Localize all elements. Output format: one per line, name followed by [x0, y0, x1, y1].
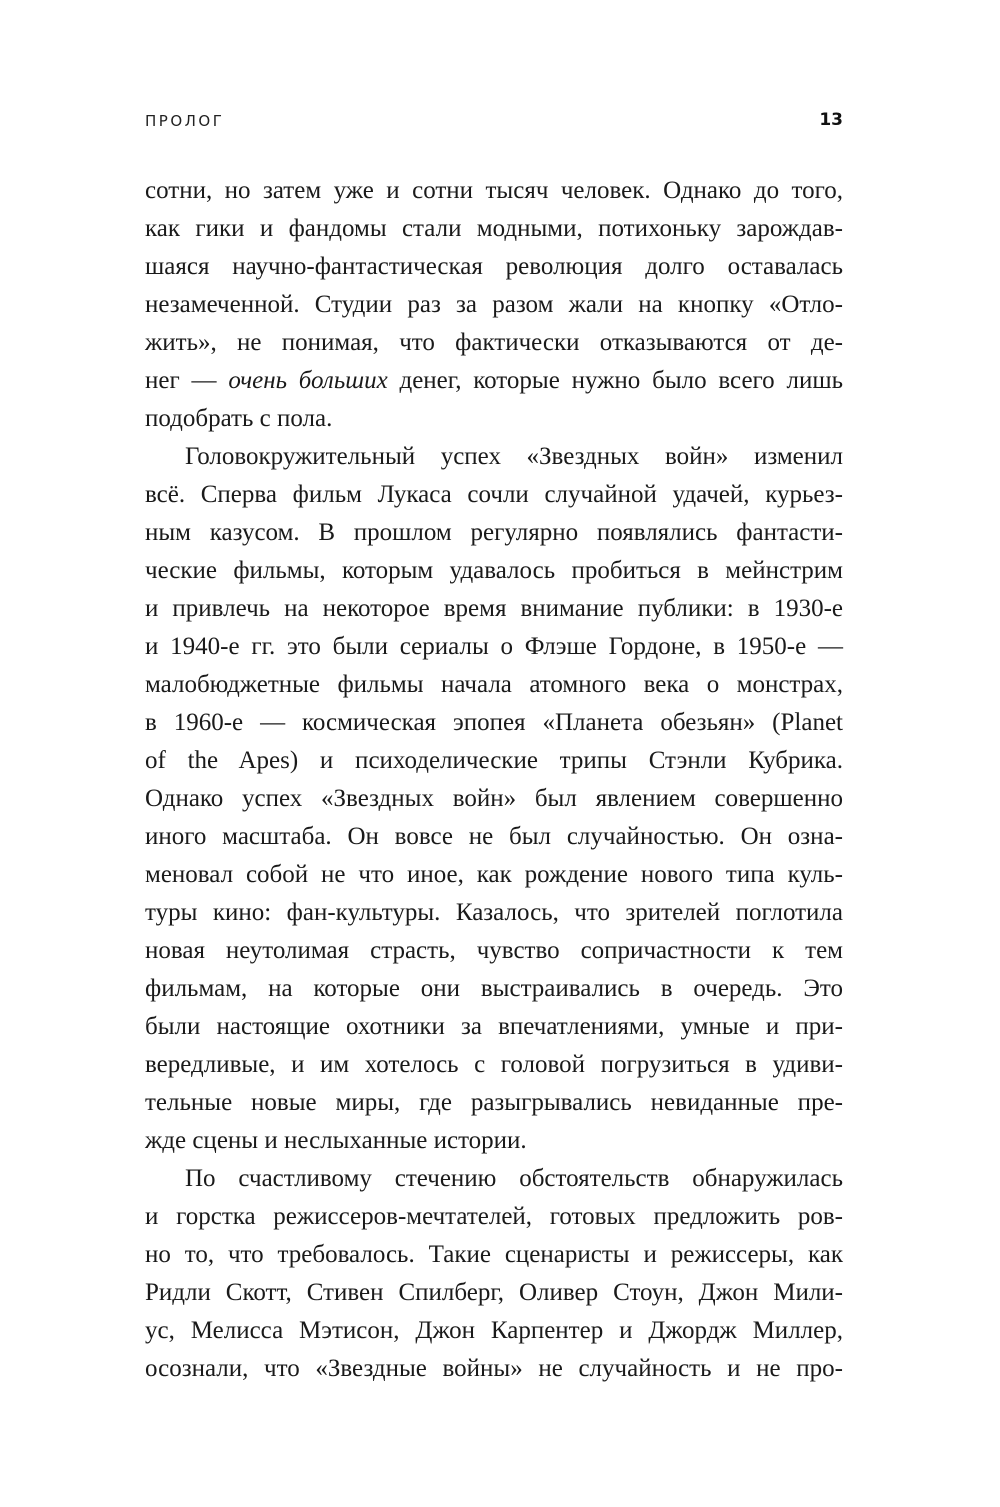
text-line: жде сцены и неслыханные истории. — [145, 1127, 527, 1154]
page-number: 13 — [819, 110, 843, 130]
text-line: сотни, но затем уже и сотни тысяч человек. Однако до того, — [145, 177, 843, 204]
text-line: ус, Мелисса Мэтисон, Джон Карпентер и Джордж Миллер, — [145, 1317, 843, 1344]
text-line: жить», не понимая, что фактически отказываются от де- — [145, 329, 843, 356]
text-line: подобрать с пола. — [145, 405, 333, 432]
text-line: Ридли Скотт, Стивен Спилберг, Оливер Стоун, Джон Мили- — [145, 1279, 843, 1306]
text-line: всё. Сперва фильм Лукаса сочли случайной удачей, курьез- — [145, 481, 843, 508]
text-line: нег — очень больших денег, которые нужно было всего лишь — [145, 367, 843, 394]
text-line: и 1940-е гг. это были сериалы о Флэше Гордоне, в 1950-е — — [145, 633, 843, 660]
paragraph — [145, 172, 843, 438]
text-line: как гики и фандомы стали модными, потихоньку зарождав- — [145, 215, 843, 242]
text-line: осознали, что «Звездные войны» не случайность и не про- — [145, 1355, 843, 1382]
text-line: По счастливому стечению обстоятельств обнаружилась — [185, 1165, 843, 1192]
text-line: и горстка режиссеров-мечтателей, готовых предложить ров- — [145, 1203, 843, 1230]
body-text — [145, 172, 843, 1388]
text-line: были настоящие охотники за впечатлениями, умные и при- — [145, 1013, 843, 1040]
running-head: ПРОЛОГ — [145, 112, 225, 130]
text-line: малобюджетные фильмы начала атомного века о монстрах, — [145, 671, 843, 698]
text-line: of the Apes) и психоделические трипы Стэнли Кубрика. — [145, 747, 843, 774]
text-line: но то, что требовалось. Такие сценаристы и режиссеры, как — [145, 1241, 843, 1268]
text-line: незамеченной. Студии раз за разом жали на кнопку «Отло- — [145, 291, 843, 318]
text-line: меновал собой не что иное, как рождение нового типа куль- — [145, 861, 843, 888]
text-line: шаяся научно-фантастическая революция долго оставалась — [145, 253, 843, 280]
text-line: туры кино: фан-культуры. Казалось, что зрителей поглотила — [145, 899, 843, 926]
text-line: ческие фильмы, которым удавалось пробиться в мейнстрим — [145, 557, 843, 584]
text-line: вередливые, и им хотелось с головой погрузиться в удиви- — [145, 1051, 843, 1078]
paragraph — [145, 1160, 843, 1388]
text-line: ным казусом. В прошлом регулярно появлялись фантасти- — [145, 519, 843, 546]
text-line: тельные новые миры, где разыгрывались невиданные пре- — [145, 1089, 843, 1116]
paragraph — [145, 438, 843, 1160]
text-line: в 1960-е — космическая эпопея «Планета обезьян» (Planet — [145, 709, 843, 736]
emphasis-text: очень больших — [228, 367, 388, 394]
text-line: Головокружительный успех «Звездных войн» изменил — [185, 443, 843, 470]
text-line: иного масштаба. Он вовсе не был случайностью. Он озна- — [145, 823, 843, 850]
text-line: фильмам, на которые они выстраивались в очередь. Это — [145, 975, 843, 1002]
text-line: Однако успех «Звездных войн» был явлением совершенно — [145, 785, 843, 812]
text-line: новая неутолимая страсть, чувство сопричастности к тем — [145, 937, 843, 964]
text-line: и привлечь на некоторое время внимание публики: в 1930-е — [145, 595, 843, 622]
